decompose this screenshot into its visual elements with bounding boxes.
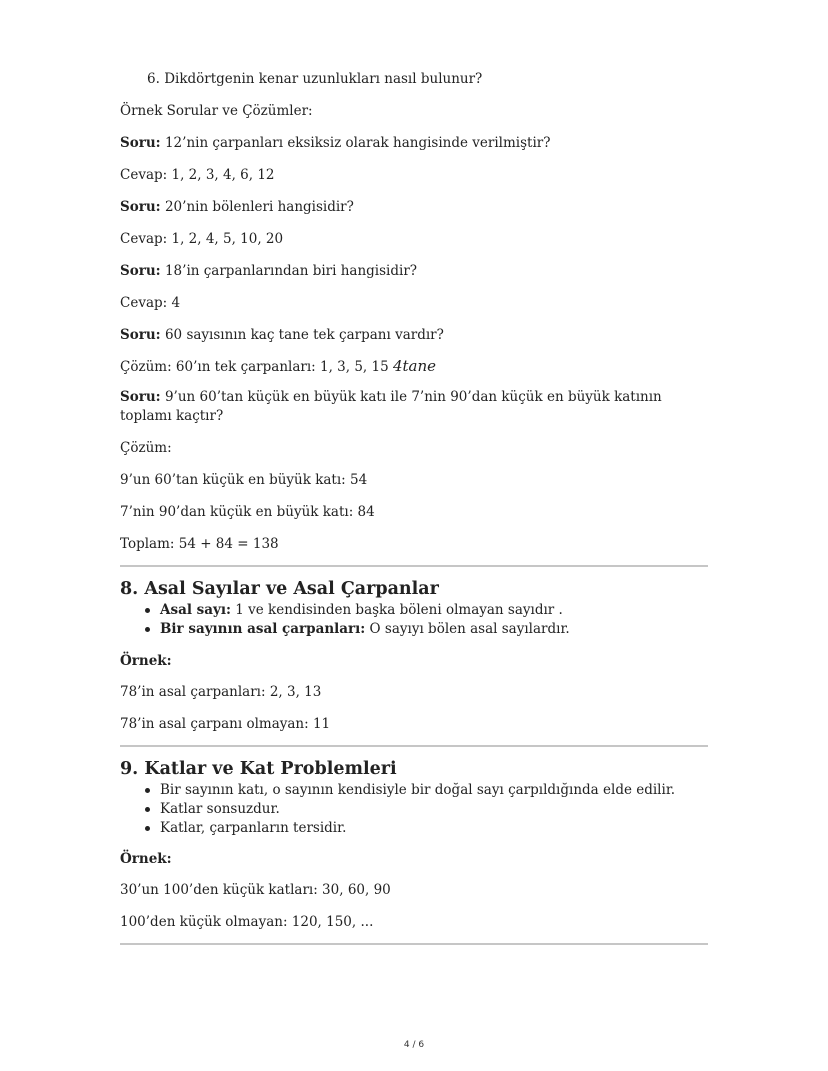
page-indicator: 4 / 6 (403, 1040, 425, 1050)
question-text: 18’in çarpanlarından biri hangisidir? (164, 263, 418, 279)
question-2 (120, 198, 710, 217)
question-5 (120, 388, 710, 426)
question-label: Soru: (120, 199, 161, 215)
section-divider (120, 745, 708, 747)
bullet-item (140, 781, 675, 800)
bullet-item (140, 800, 675, 819)
question-label: Soru: (120, 263, 161, 279)
answer-math: 4tane (392, 357, 437, 375)
example-label: Örnek: (120, 851, 172, 867)
question-text: 20’nin bölenleri hangisidir? (164, 199, 354, 215)
list-item-number: 6. (147, 71, 160, 87)
example-line: 78’in asal çarpanları: 2, 3, 13 (120, 684, 322, 700)
bullet-item (140, 620, 570, 639)
bullet-icon (145, 788, 150, 793)
section-9-title: 9. Katlar ve Kat Problemleri (120, 759, 397, 779)
bullet-icon (145, 608, 150, 613)
bullet-item (140, 601, 570, 620)
section-divider (120, 565, 708, 567)
question-1 (120, 134, 710, 153)
bullet-icon (145, 826, 150, 831)
bullet-text: 1 ve kendisinden başka böleni olmayan sayıdır . (235, 602, 563, 618)
solution-line-1: 9’un 60’tan küçük en büyük katı: 54 (120, 472, 368, 488)
answer-5: Çözüm: (120, 440, 172, 456)
question-text: 60 sayısının kaç tane tek çarpanı vardır? (164, 327, 444, 343)
bullet-text: Bir sayının katı, o sayının kendisiyle bir doğal sayı çarpıldığında elde edilir. (160, 782, 676, 798)
section-9-bullets (140, 781, 675, 838)
bullet-icon (145, 627, 150, 632)
bullet-icon (145, 807, 150, 812)
section-8-bullets (140, 601, 570, 639)
examples-heading: Örnek Sorular ve Çözümler: (120, 103, 313, 119)
solution-line-3: Toplam: 54 + 84 = 138 (120, 536, 279, 552)
solution-line-2: 7’nin 90’dan küçük en büyük katı: 84 (120, 504, 375, 520)
question-text: 9’un 60’tan küçük en büyük katı ile 7’nin 90’dan küçük en büyük katının toplamı kaçtır? (120, 389, 662, 424)
question-label: Soru: (120, 389, 161, 405)
ordered-list-item-6 (147, 70, 737, 89)
bullet-item (140, 819, 675, 838)
answer-3: Cevap: 4 (120, 295, 181, 311)
answer-4 (120, 357, 710, 377)
example-line: 78’in asal çarpanı olmayan: 11 (120, 716, 331, 732)
bullet-text: Katlar, çarpanların tersidir. (160, 820, 347, 836)
question-text: 12’nin çarpanları eksiksiz olarak hangisinde verilmiştir? (164, 135, 551, 151)
question-4 (120, 326, 710, 345)
answer-1: Cevap: 1, 2, 3, 4, 6, 12 (120, 167, 275, 183)
bullet-term: Bir sayının asal çarpanları: (160, 621, 366, 637)
example-line: 100’den küçük olmayan: 120, 150, ... (120, 914, 374, 930)
question-label: Soru: (120, 135, 161, 151)
example-label: Örnek: (120, 653, 172, 669)
question-label: Soru: (120, 327, 161, 343)
bullet-term: Asal sayı: (160, 602, 231, 618)
example-line: 30’un 100’den küçük katları: 30, 60, 90 (120, 882, 391, 898)
question-3 (120, 262, 710, 281)
section-8-title: 8. Asal Sayılar ve Asal Çarpanlar (120, 579, 439, 599)
list-item-text: Dikdörtgenin kenar uzunlukları nasıl bulunur? (164, 71, 483, 87)
bullet-text: O sayıyı bölen asal sayılardır. (369, 621, 570, 637)
section-divider (120, 943, 708, 945)
answer-text: Çözüm: 60’ın tek çarpanları: 1, 3, 5, 15 (120, 359, 389, 375)
answer-2: Cevap: 1, 2, 4, 5, 10, 20 (120, 231, 284, 247)
bullet-text: Katlar sonsuzdur. (160, 801, 280, 817)
